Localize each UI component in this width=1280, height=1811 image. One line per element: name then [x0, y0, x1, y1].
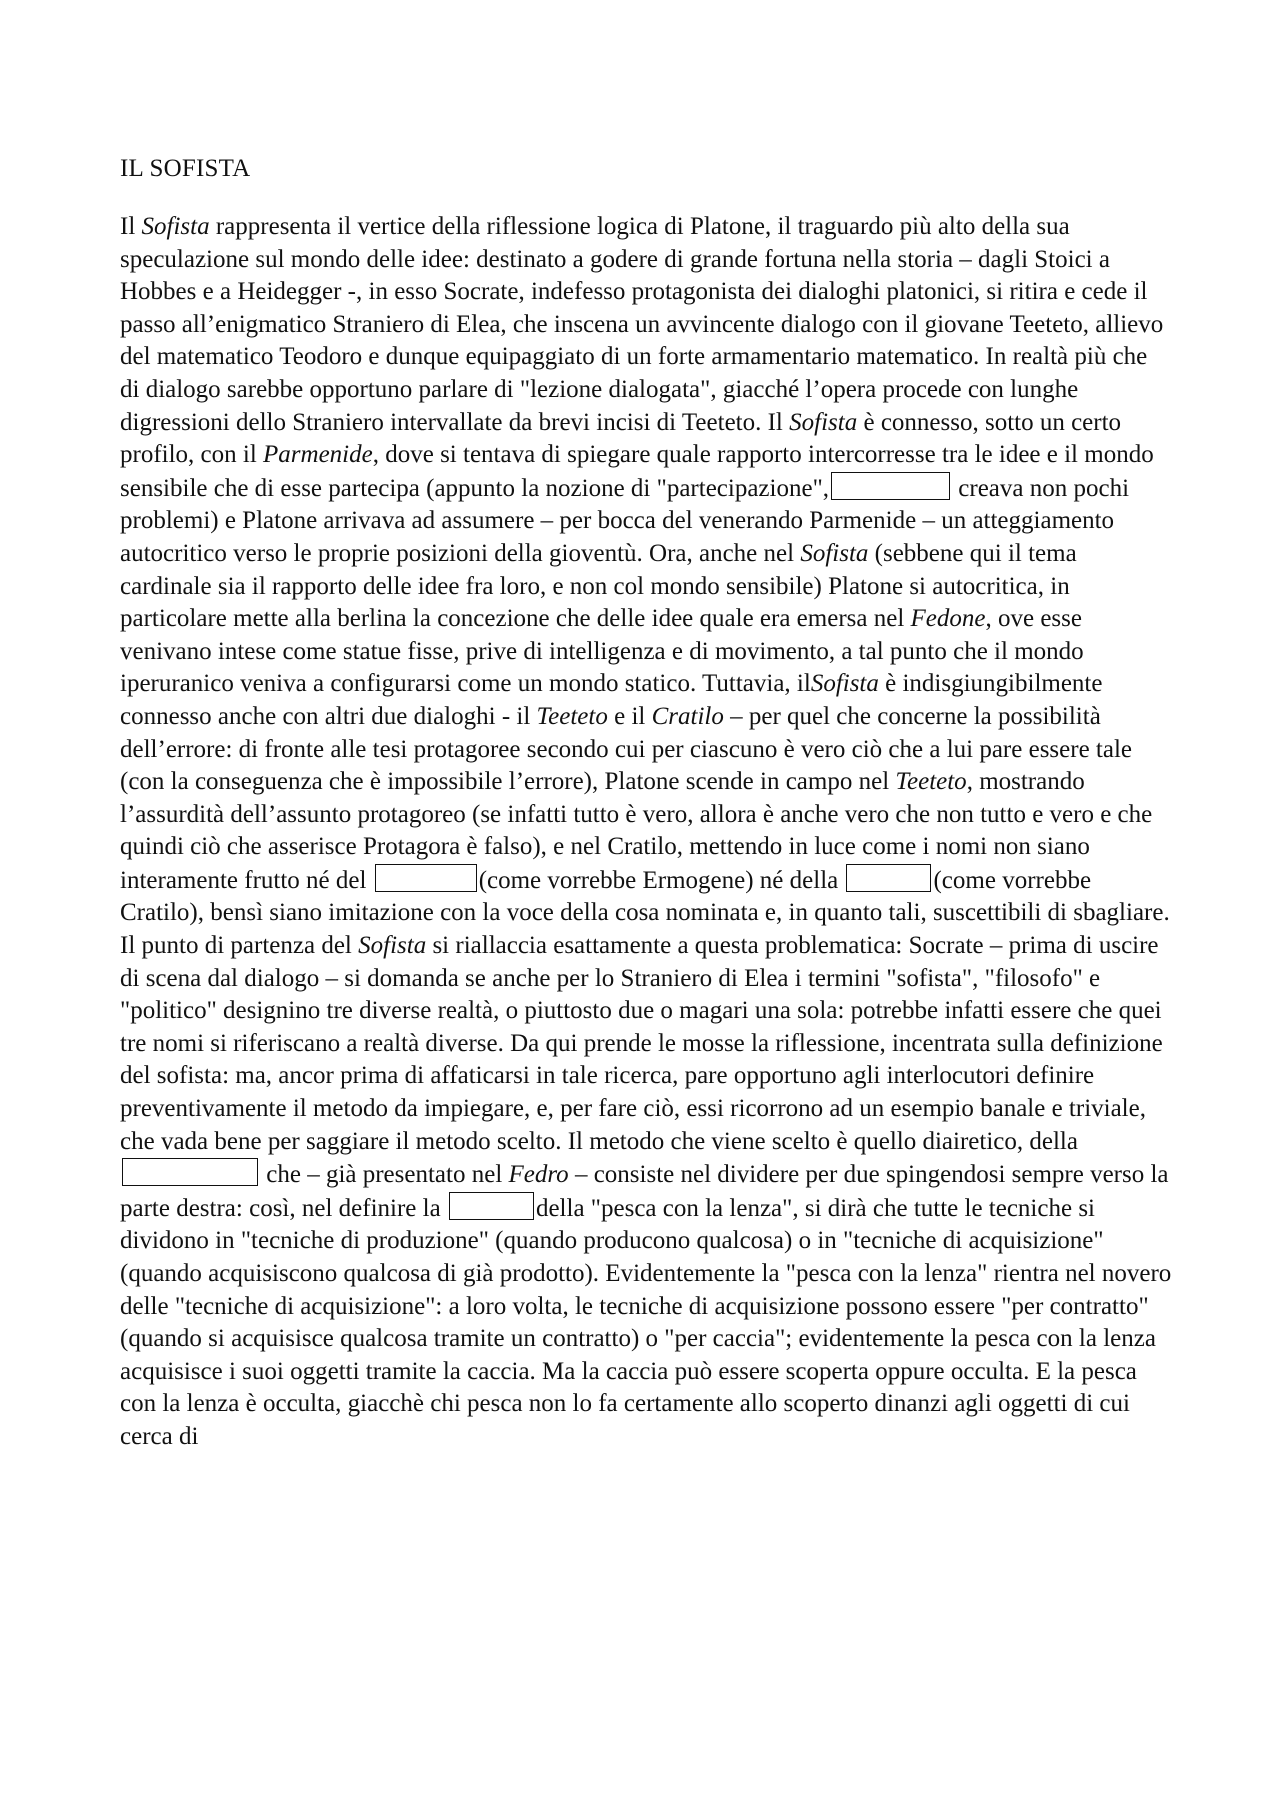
text-run: creava non pochi problemi) e Platone arrivava ad assumere – per bocca del venerando Parmenide – un atteggiamento autocritico verso le proprie posizioni della gioventù. Ora, anche nel — [120, 474, 1130, 567]
missing-glyph-box — [122, 1158, 258, 1186]
italic-title: Cratilo — [651, 702, 724, 730]
text-run: Il — [120, 213, 142, 240]
italic-title: Fedone — [910, 605, 986, 633]
text-run: rappresenta il vertice della riflessione logica di Platone, il traguardo più alto della sua speculazione sul mondo delle idee: destinato a godere di grande fortuna nella storia – dagli Stoici a Hobbes e a Heidegger -, in esso Socrate, indefesso protagonista dei dialoghi platonici, si ritira e cede il passo all’enigmatico Straniero di Elea, che inscena un avvincente dialogo con il giovane Teeteto, allievo del matematico Teodoro e dunque equipaggiato di un forte armamentario matematico. In realtà più che di dialogo sarebbe opportuno parlare di "lezione dialogata", giacché l’opera procede con lunghe digressioni dello Straniero intervallate da brevi incisi di Teeteto. Il — [120, 213, 1164, 436]
text-run: è indisgiungibilmente connesso anche con altri due dialoghi - il — [120, 670, 1103, 730]
text-run: e il — [607, 702, 652, 730]
italic-title: Sofista — [800, 539, 869, 567]
text-run: (come vorrebbe Ermogene) né della — [478, 866, 845, 894]
missing-glyph-box — [449, 1192, 534, 1220]
italic-title: Fedro — [508, 1161, 569, 1189]
text-run: , dove si tentava di spiegare quale rapporto intercorresse tra le idee e il mondo sensibile che di esse partecipa (appunto la nozione di "partecipazione", — [120, 441, 1154, 502]
text-run: , mostrando l’assurdità dell’assunto protagoreo (se infatti tutto è vero, allora è anche vero che non tutto e vero e che quindi ciò che asserisce Protagora è falso), e nel Cratilo, mettendo in luce come i nomi non siano interamente frutto né del — [120, 768, 1153, 894]
italic-title: Teeteto — [536, 702, 608, 730]
text-run: si riallaccia esattamente a questa problematica: Socrate – prima di uscire di scena dal dialogo – si domanda se anche per lo Straniero di Elea i termini "sofista", "filosofo" e "politico" designino tre diverse realtà, o piuttosto due o magari una sola: potrebbe infatti essere che quei tre nomi si riferiscano a realtà diverse. Da qui prende le mosse la riflessione, incentrata sulla definizione del sofista: ma, ancor prima di affaticarsi in tale ricerca, pare opportuno agli interlocutori definire preventivamente il metodo da impiegare, e, per fare ciò, essi ricorrono ad un esempio banale e triviale, che vada bene per saggiare il metodo scelto. Il metodo che viene scelto è quello diairetico, della — [120, 932, 1163, 1155]
text-run: , ove esse venivano intese come statue fisse, prive di intelligenza e di movimento, a tal punto che il mondo iperuranico veniva a configurarsi come un mondo statico. Tuttavia, il — [120, 605, 1084, 698]
text-run: (come vorrebbe Cratilo), bensì siano imitazione con la voce della cosa nominata e, in quanto tali, suscettibili di sbagliare. Il punto di partenza del — [120, 866, 1170, 960]
text-run: è connesso, sotto un certo profilo, con il — [120, 408, 1122, 469]
text-run: – per quel che concerne la possibilità dell’errore: di fronte alle tesi protagoree secondo cui per ciascuno è vero ciò che a lui pare essere tale (con la conseguenza che è impossibile l’errore), Platone scende in campo nel — [120, 702, 1133, 796]
italic-title: Sofista — [789, 408, 858, 436]
italic-title: Sofista — [141, 213, 210, 240]
document-title: IL SOFISTA — [120, 155, 251, 182]
missing-glyph-box — [846, 864, 931, 892]
missing-glyph-box — [831, 472, 950, 500]
text-run: della "pesca con la lenza", si dirà che tutte le tecniche si dividono in "tecniche di produzione" (quando producono qualcosa) o in "tecniche di acquisizione" (quando acquisiscono qualcosa di già prodotto). Evidentemente la "pesca con la lenza" rientra nel novero delle "tecniche di acquisizione": a loro volta, le tecniche di acquisizione possono essere "per contratto" (quando si acquisisce qualcosa tramite un contratto) o "per caccia"; evidentemente la pesca con la lenza acquisisce i suoi oggetti tramite la caccia. Ma la caccia può essere scoperta oppure occulta. E la pesca con la lenza è occulta, giacchè chi pesca non lo fa certamente allo scoperto dinanzi agli oggetti di cui cerca di — [120, 1194, 1172, 1450]
italic-title: Sofista — [810, 670, 879, 698]
italic-title: Teeteto — [895, 768, 967, 796]
text-run: (sebbene qui il tema cardinale sia il rapporto delle idee fra loro, e non col mondo sensibile) Platone si autocritica, in particolare mette alla berlina la concezione che delle idee quale era emersa nel — [120, 539, 1077, 633]
missing-glyph-box — [375, 864, 477, 892]
italic-title: Sofista — [358, 932, 427, 960]
italic-title: Parmenide — [263, 441, 373, 469]
document-body — [120, 211, 1172, 1454]
text-run: – consiste nel dividere per due spingendosi sempre verso la parte destra: così, nel definire la — [120, 1161, 1169, 1222]
text-run: che – già presentato nel — [260, 1161, 509, 1189]
